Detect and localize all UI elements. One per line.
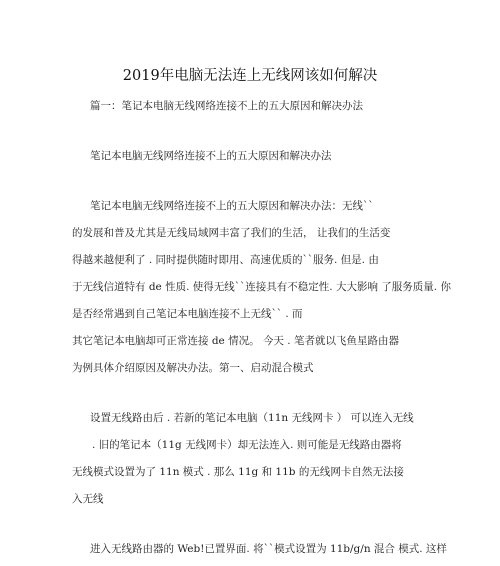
paragraph-line: 其它笔记本电脑却可正常连接 de 情况。 今天 . 笔者就以飞鱼星路由器 bbox=[72, 335, 399, 347]
paragraph-line: 入无线 bbox=[72, 493, 104, 505]
paragraph-line: . 旧的笔记本（11g 无线网卡）却无法连入. 则可能是无线路由器将 bbox=[92, 439, 402, 451]
paragraph-line: 无线模式设置为了 11n 模式 . 那么 11g 和 11b 的无线网卡自然无法接 bbox=[72, 466, 404, 478]
paragraph-line: 笔记本电脑无线网络连接不上的五大原因和解决办法：无线`` bbox=[90, 200, 374, 212]
paragraph-line: 进入无线路由器的 Web!已置界面. 将``模式设置为 11b/g/n 混合 模式. 这样 bbox=[90, 543, 447, 555]
paragraph-line: 为例具体介绍原因及解决办法。第一、启动混合模式 bbox=[72, 362, 314, 374]
section-heading: 笔记本电脑无线网络连接不上的五大原因和解决办法 bbox=[90, 150, 332, 162]
document-title: 2019年电脑无法连上无线网该如何解决 bbox=[122, 68, 378, 84]
paragraph-line: 于无线信道特有 de 性质. 使得无线``连接具有不稳定性. 大大影响 了服务质量. 你 bbox=[72, 281, 451, 293]
subtitle: 篇一：笔记本电脑无线网络连接不上的五大原因和解决办法 bbox=[90, 100, 363, 112]
paragraph-line: 的发展和普及尤其是无线局域网丰富了我们的生活， 让我们的生活变 bbox=[72, 227, 391, 239]
paragraph-line: 得越来越便利了 . 同时提供随时即用、高速优质的``服务. 但是. 由 bbox=[72, 254, 379, 266]
paragraph-line: 设置无线路由后 . 若新的笔记本电脑（11n 无线网卡 ） 可以连入无线 bbox=[90, 412, 414, 424]
paragraph-line: 是否经常遇到自己笔记本电脑连接不上无线`` . 而 bbox=[72, 308, 303, 320]
